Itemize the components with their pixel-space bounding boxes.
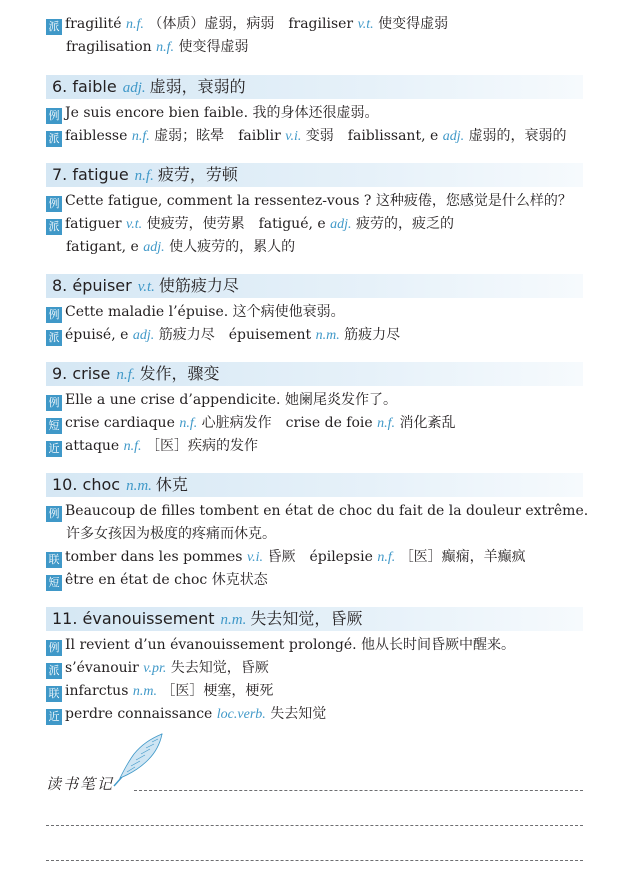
deriv-line bbox=[46, 214, 601, 234]
entry-number: 8. bbox=[52, 276, 68, 295]
phrase-line bbox=[46, 570, 601, 590]
entry-number: 9. bbox=[52, 364, 68, 383]
tag-example: 例 bbox=[46, 640, 62, 656]
part-of-speech: adj. bbox=[442, 129, 465, 144]
tag-derived: 派 bbox=[46, 663, 62, 679]
example-zh: 他从长时间昏厥中醒来。 bbox=[361, 637, 516, 653]
tag-derived: 派 bbox=[46, 219, 62, 235]
part-of-speech: n.f. bbox=[377, 550, 396, 565]
example-line bbox=[46, 390, 601, 410]
tag-phrase: 短 bbox=[46, 575, 62, 591]
entry-number: 6. bbox=[52, 77, 68, 96]
example-fr: Beaucoup de filles tombent en état de choc du fait de la douleur extrême. bbox=[65, 503, 589, 519]
part-of-speech: n.m. bbox=[315, 328, 340, 343]
synonym-line bbox=[46, 436, 601, 456]
entry-pos: v.t. bbox=[137, 279, 155, 295]
notes-line[interactable] bbox=[134, 790, 583, 791]
notes-label: 读书笔记 bbox=[46, 775, 115, 793]
headword: fragiliser bbox=[288, 16, 354, 32]
part-of-speech: v.pr. bbox=[143, 661, 167, 676]
example-line bbox=[66, 524, 601, 544]
part-of-speech: n.f. bbox=[123, 439, 142, 454]
entry-word: épuiser bbox=[72, 276, 132, 295]
entry-pos: n.f. bbox=[116, 367, 136, 383]
tag-example: 例 bbox=[46, 196, 62, 212]
tag-derived: 派 bbox=[46, 19, 62, 35]
part-of-speech: adj. bbox=[330, 217, 352, 232]
meaning: 昏厥 bbox=[267, 549, 296, 565]
entry-heading bbox=[46, 163, 583, 187]
entry-pos: n.f. bbox=[134, 168, 154, 184]
meaning: ［医］疾病的发作 bbox=[146, 438, 259, 454]
phrase-line bbox=[46, 413, 601, 433]
entry-meaning: 发作，骤变 bbox=[139, 364, 220, 383]
feather-icon bbox=[108, 730, 168, 790]
example-zh: 这个病使他衰弱。 bbox=[232, 304, 345, 320]
example-line bbox=[46, 103, 601, 123]
meaning: 疲劳的，疲乏的 bbox=[355, 216, 454, 232]
example-line bbox=[46, 635, 601, 655]
part-of-speech: n.f. bbox=[179, 416, 198, 431]
meaning: 虚弱的，衰弱的 bbox=[468, 128, 567, 144]
tag-synonym: 近 bbox=[46, 709, 62, 725]
entry-heading bbox=[46, 607, 583, 631]
tag-example: 例 bbox=[46, 506, 62, 522]
meaning: 使人疲劳的，累人的 bbox=[169, 239, 296, 255]
headword: tomber dans les pommes bbox=[65, 549, 243, 565]
related-line bbox=[46, 681, 601, 701]
tag-phrase: 短 bbox=[46, 418, 62, 434]
part-of-speech: v.i. bbox=[246, 550, 264, 565]
deriv-line bbox=[66, 237, 601, 257]
example-fr: Il revient d’un évanouissement prolongé. bbox=[65, 637, 357, 653]
headword: faiblesse bbox=[65, 128, 128, 144]
notes-line[interactable] bbox=[46, 860, 583, 861]
entry-meaning: 虚弱，衰弱的 bbox=[149, 77, 246, 96]
headword: épuisement bbox=[228, 327, 312, 343]
meaning: 使变得虚弱 bbox=[378, 16, 449, 32]
meaning: 虚弱；眩晕 bbox=[154, 128, 225, 144]
entry-word: crise bbox=[72, 364, 111, 383]
entry-number: 11. bbox=[52, 609, 78, 628]
part-of-speech: n.f. bbox=[156, 40, 175, 55]
deriv-line bbox=[46, 658, 601, 678]
meaning: 休克状态 bbox=[211, 572, 268, 588]
tag-synonym: 近 bbox=[46, 441, 62, 457]
tag-derived: 派 bbox=[46, 131, 62, 147]
headword: fragilité bbox=[65, 16, 122, 32]
notes-line[interactable] bbox=[46, 825, 583, 826]
entry-word: faible bbox=[72, 77, 117, 96]
meaning: （体质）虚弱，病弱 bbox=[148, 16, 275, 32]
synonym-line bbox=[46, 704, 601, 724]
headword: perdre connaissance bbox=[65, 706, 213, 722]
meaning: ［医］梗塞，梗死 bbox=[161, 683, 274, 699]
example-line bbox=[46, 302, 601, 322]
headword: infarctus bbox=[65, 683, 129, 699]
example-fr: Elle a une crise d’appendicite. bbox=[65, 392, 281, 408]
headword: faiblir bbox=[238, 128, 281, 144]
entry-word: choc bbox=[82, 475, 121, 494]
meaning: 心脏病发作 bbox=[201, 415, 272, 431]
deriv-line bbox=[46, 325, 601, 345]
example-line bbox=[46, 191, 601, 211]
deriv-line bbox=[46, 14, 601, 34]
part-of-speech: loc.verb. bbox=[216, 707, 266, 722]
example-fr: Cette maladie l’épuise. bbox=[65, 304, 229, 320]
headword: fatiguer bbox=[65, 216, 122, 232]
part-of-speech: n.f. bbox=[131, 129, 150, 144]
headword: faiblissant, e bbox=[347, 128, 439, 144]
part-of-speech: adj. bbox=[143, 240, 165, 255]
deriv-line bbox=[66, 37, 601, 57]
meaning: 筋疲力尽 bbox=[344, 327, 401, 343]
tag-related: 联 bbox=[46, 552, 62, 568]
entry-meaning: 休克 bbox=[155, 475, 188, 494]
meaning: ［医］癫痫，羊癫疯 bbox=[399, 549, 526, 565]
example-zh: 这种疲倦，您感觉是什么样的？ bbox=[375, 193, 572, 209]
headword: fragilisation bbox=[66, 39, 152, 55]
entry-word: fatigue bbox=[72, 165, 129, 184]
part-of-speech: adj. bbox=[132, 328, 155, 343]
related-line bbox=[46, 547, 601, 567]
headword: épuisé, e bbox=[65, 327, 129, 343]
tag-example: 例 bbox=[46, 307, 62, 323]
meaning: 消化紊乱 bbox=[399, 415, 456, 431]
headword: crise de foie bbox=[285, 415, 373, 431]
meaning: 使变得虚弱 bbox=[178, 39, 249, 55]
entry-pos: adj. bbox=[122, 80, 146, 96]
part-of-speech: v.i. bbox=[285, 129, 302, 144]
example-line bbox=[46, 501, 601, 521]
tag-example: 例 bbox=[46, 395, 62, 411]
example-zh: 许多女孩因为极度的疼痛而休克。 bbox=[66, 526, 276, 542]
meaning: 失去知觉 bbox=[270, 706, 327, 722]
example-zh: 我的身体还很虚弱。 bbox=[252, 105, 379, 121]
tag-example: 例 bbox=[46, 108, 62, 124]
entry-meaning: 失去知觉，昏厥 bbox=[250, 609, 363, 628]
entry-number: 7. bbox=[52, 165, 68, 184]
headword: fatigant, e bbox=[66, 239, 139, 255]
part-of-speech: v.t. bbox=[357, 17, 374, 32]
part-of-speech: n.f. bbox=[125, 17, 144, 32]
part-of-speech: v.t. bbox=[126, 217, 143, 232]
entry-meaning: 使筋疲力尽 bbox=[158, 276, 239, 295]
example-fr: Cette fatigue, comment la ressentez-vous ? bbox=[65, 193, 372, 209]
meaning: 失去知觉，昏厥 bbox=[170, 660, 269, 676]
tag-derived: 派 bbox=[46, 330, 62, 346]
meaning: 使疲劳，使劳累 bbox=[146, 216, 245, 232]
entry-heading bbox=[46, 75, 583, 99]
headword: s’évanouir bbox=[65, 660, 139, 676]
headword: être en état de choc bbox=[65, 572, 208, 588]
part-of-speech: n.f. bbox=[377, 416, 396, 431]
entry-pos: n.m. bbox=[220, 612, 247, 628]
headword: épilepsie bbox=[309, 549, 373, 565]
entry-heading bbox=[46, 473, 583, 497]
entry-heading bbox=[46, 274, 583, 298]
example-zh: 她阑尾炎发作了。 bbox=[284, 392, 397, 408]
meaning: 筋疲力尽 bbox=[158, 327, 215, 343]
entry-word: évanouissement bbox=[82, 609, 215, 628]
part-of-speech: n.m. bbox=[132, 684, 157, 699]
tag-related: 联 bbox=[46, 686, 62, 702]
entry-pos: n.m. bbox=[126, 478, 152, 494]
entry-heading bbox=[46, 362, 583, 386]
headword: crise cardiaque bbox=[65, 415, 175, 431]
entry-meaning: 疲劳，劳顿 bbox=[157, 165, 238, 184]
example-fr: Je suis encore bien faible. bbox=[65, 105, 249, 121]
headword: fatigué, e bbox=[258, 216, 326, 232]
meaning: 变弱 bbox=[305, 128, 334, 144]
deriv-line bbox=[46, 126, 601, 146]
entry-number: 10. bbox=[52, 475, 78, 494]
headword: attaque bbox=[65, 438, 120, 454]
